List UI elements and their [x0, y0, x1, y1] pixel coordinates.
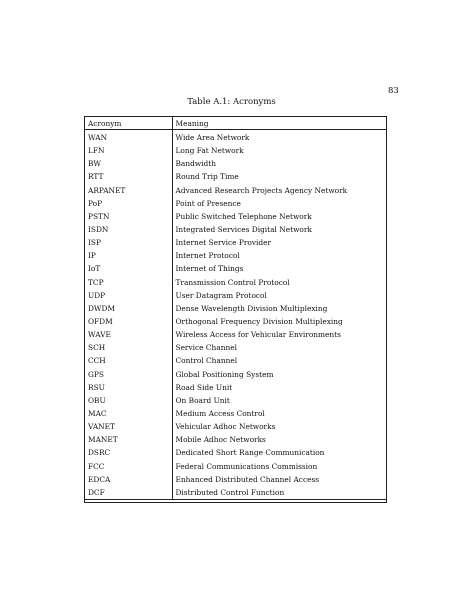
- acronym-cell: DCF: [85, 486, 172, 499]
- acronym-cell: DSRC: [85, 446, 172, 459]
- table-row: [85, 236, 386, 249]
- acronym-cell: ISP: [85, 236, 172, 249]
- acronym-cell: MANET: [85, 433, 172, 446]
- table-row: [85, 197, 386, 210]
- table-row: [85, 486, 386, 499]
- meaning-cell: Federal Communications Commission: [175, 461, 318, 471]
- meaning-cell: Service Channel: [175, 343, 237, 353]
- acronym-cell: OBU: [85, 394, 172, 407]
- meaning-cell: Bandwidth: [175, 159, 216, 169]
- meaning-cell: Vehicular Adhoc Networks: [175, 422, 276, 432]
- meaning-cell: Internet Protocol: [175, 251, 240, 261]
- meaning-cell: Global Positioning System: [175, 369, 274, 379]
- meaning-cell: Integrated Services Digital Network: [175, 225, 312, 235]
- meaning-cell: Road Side Unit: [175, 382, 233, 392]
- table-row: [85, 262, 386, 275]
- meaning-cell: Advanced Research Projects Agency Network: [175, 185, 348, 195]
- table-row: [85, 341, 386, 354]
- acronym-cell: PSTN: [85, 210, 172, 223]
- acronym-cell: ARPANET: [85, 184, 172, 197]
- acronyms-table: [84, 116, 387, 503]
- table-caption: Table A.1: Acronyms: [187, 97, 276, 107]
- meaning-cell: Long Fat Network: [175, 146, 244, 156]
- acronym-cell: VANET: [85, 420, 172, 433]
- table-row: [85, 210, 386, 223]
- table-row: [85, 315, 386, 328]
- acronym-cell: MAC: [85, 407, 172, 420]
- acronym-cell: IP: [85, 249, 172, 262]
- table-row: [85, 184, 386, 197]
- meaning-cell: Transmission Control Protocol: [175, 277, 290, 287]
- acronym-cell: WAVE: [85, 328, 172, 341]
- table-row: [85, 170, 386, 183]
- page-number: 83: [388, 86, 399, 96]
- table-row: [85, 302, 386, 315]
- acronym-cell: ISDN: [85, 223, 172, 236]
- table-row: [85, 130, 386, 145]
- meaning-cell: Orthogonal Frequency Division Multiplexing: [175, 317, 343, 327]
- meaning-cell: Medium Access Control: [175, 409, 265, 419]
- acronym-cell: IoT: [85, 262, 172, 275]
- header-meaning: Meaning: [172, 117, 386, 130]
- meaning-cell: Point of Presence: [175, 198, 241, 208]
- table-row: [85, 289, 386, 302]
- table-row: [85, 223, 386, 236]
- table-row: [85, 276, 386, 289]
- table-row: [85, 446, 386, 459]
- meaning-cell: Mobile Adhoc Networks: [175, 435, 266, 445]
- acronym-cell: RSU: [85, 381, 172, 394]
- meaning-cell: On Board Unit: [175, 395, 230, 405]
- acronym-cell: EDCA: [85, 473, 172, 486]
- acronym-cell: GPS: [85, 368, 172, 381]
- acronym-cell: LFN: [85, 144, 172, 157]
- table-row: [85, 144, 386, 157]
- table-bottom-double-rule: [85, 499, 386, 502]
- table-row: [85, 157, 386, 170]
- table-body: [85, 130, 386, 499]
- table-row: [85, 394, 386, 407]
- acronym-cell: RTT: [85, 170, 172, 183]
- acronym-cell: OFDM: [85, 315, 172, 328]
- meaning-cell: Dedicated Short Range Communication: [175, 448, 325, 458]
- acronym-cell: DWDM: [85, 302, 172, 315]
- meaning-cell: Public Switched Telephone Network: [175, 211, 312, 221]
- table-row: [85, 328, 386, 341]
- meaning-cell: Enhanced Distributed Channel Access: [175, 474, 320, 484]
- table-row: [85, 407, 386, 420]
- table-row: [85, 249, 386, 262]
- meaning-cell: Internet of Things: [175, 264, 244, 274]
- table-row: [85, 420, 386, 433]
- meaning-cell: Dense Wavelength Division Multiplexing: [175, 303, 328, 313]
- table-row: [85, 433, 386, 446]
- acronym-cell: WAN: [85, 130, 172, 145]
- meaning-cell: Control Channel: [175, 356, 238, 366]
- meaning-cell: Wide Area Network: [175, 133, 250, 143]
- acronym-cell: FCC: [85, 460, 172, 473]
- table-header-row: [85, 117, 386, 130]
- acronym-cell: UDP: [85, 289, 172, 302]
- meaning-cell: User Datagram Protocol: [175, 290, 267, 300]
- meaning-cell: Internet Service Provider: [175, 238, 272, 248]
- acronym-cell: CCH: [85, 354, 172, 367]
- acronym-cell: PoP: [85, 197, 172, 210]
- acronym-cell: TCP: [85, 276, 172, 289]
- meaning-cell: Round Trip Time: [175, 172, 239, 182]
- meaning-cell: Wireless Access for Vehicular Environments: [175, 330, 341, 340]
- acronym-cell: SCH: [85, 341, 172, 354]
- table-row: [85, 354, 386, 367]
- acronym-cell: BW: [85, 157, 172, 170]
- table-row: [85, 368, 386, 381]
- table-row: [85, 473, 386, 486]
- meaning-cell: Distributed Control Function: [175, 487, 285, 497]
- header-acronym: Acronym: [85, 117, 172, 130]
- table-row: [85, 381, 386, 394]
- table-row: [85, 460, 386, 473]
